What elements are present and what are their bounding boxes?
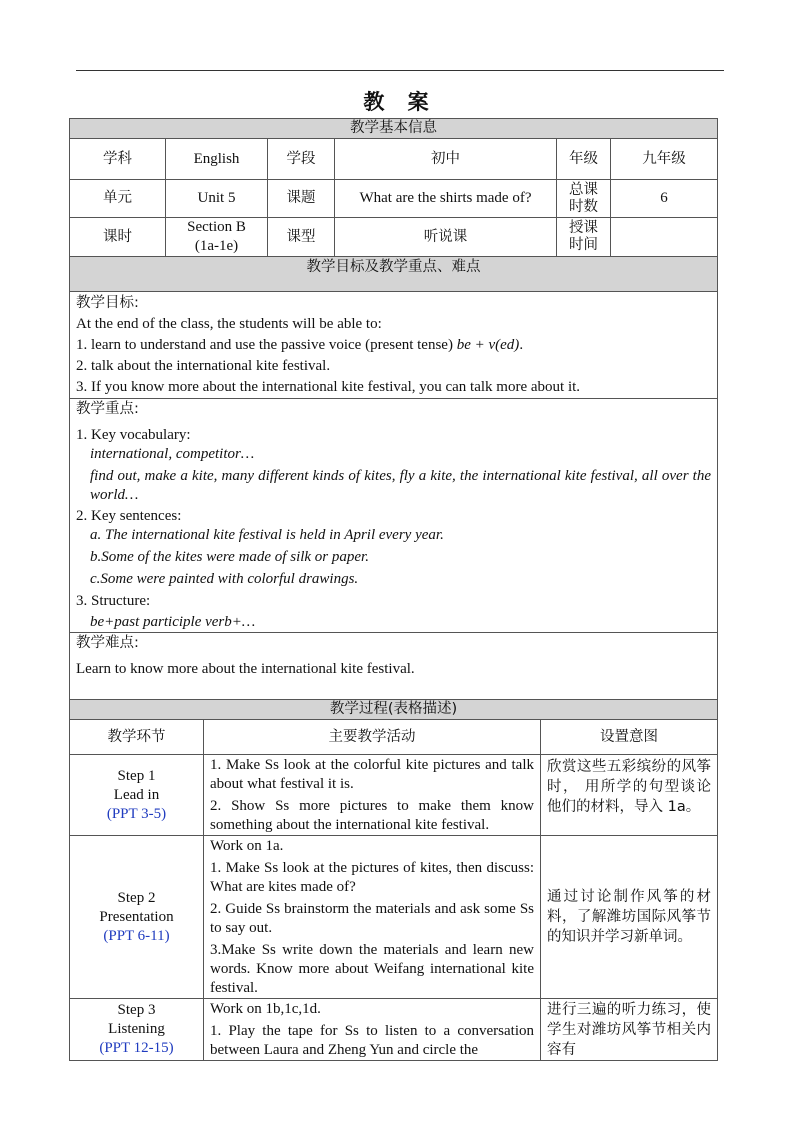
- lesson-plan-table: [69, 118, 718, 1061]
- cell-unit-label: 单元: [70, 180, 166, 218]
- vocab-title: 1. Key vocabulary:: [76, 427, 191, 443]
- cell-total-hours-label: 总课时数: [557, 180, 611, 218]
- objectives-block: [70, 292, 718, 399]
- cell-total-hours: 6: [611, 180, 718, 218]
- step-3-name: Step 3: [117, 1002, 156, 1018]
- step-3-cell: [70, 999, 204, 1061]
- step-1-cell: [70, 755, 204, 836]
- cell-period: Section B (1a-1e): [166, 218, 268, 257]
- step-2-sub: Presentation: [99, 908, 174, 925]
- step-3-activity-2: 1. Play the tape for Ss to listen to a conversation between Laura and Zheng Yun and circle the: [210, 1023, 534, 1058]
- difficulty-text: Learn to know more about the international kite festival.: [76, 661, 415, 677]
- col-activities: 主要教学活动: [204, 720, 541, 755]
- step-3-activities: [204, 999, 541, 1061]
- objectives-label: 教学目标:: [76, 295, 139, 311]
- step-2-activity-3: 2. Guide Ss brainstorm the materials and ask some Ss to say out.: [210, 901, 534, 936]
- sentence-c: c.Some were painted with colorful drawings.: [90, 571, 359, 587]
- cell-teach-time-label: 授课时间: [557, 218, 611, 257]
- sentence-a: a. The international kite festival is held in April every year.: [90, 527, 444, 543]
- step-2-activity-4: 3.Make Ss write down the materials and learn new words. Know more about Weifang international kite festival.: [210, 942, 534, 996]
- cell-type: 听说课: [335, 218, 557, 257]
- step-2-intent: 通过讨论制作风筝的材料，了解潍坊国际风筝节的知识并学习新单词。: [541, 836, 718, 999]
- cell-subject-label: 学科: [70, 139, 166, 180]
- top-rule: [76, 70, 724, 71]
- cell-grade: 九年级: [611, 139, 718, 180]
- structure-title: 3. Structure:: [76, 593, 151, 609]
- cell-stage: 初中: [335, 139, 557, 180]
- sentences-title: 2. Key sentences:: [76, 508, 182, 524]
- step-2-name: Step 2: [117, 889, 156, 906]
- step-2-activity-2: 1. Make Ss look at the pictures of kites, then discuss: What are kites made of?: [210, 860, 534, 895]
- step-2-activity-1: Work on 1a.: [210, 838, 284, 854]
- step-1-activities: [204, 755, 541, 836]
- basic-info-header: 教学基本信息: [70, 119, 718, 139]
- cell-period-label: 课时: [70, 218, 166, 257]
- step-2-ppt: (PPT 6-11): [103, 927, 170, 944]
- objective-item-1: 1. learn to understand and use the passive voice (present tense) be + v(ed).: [76, 337, 524, 353]
- cell-teach-time: [611, 218, 718, 257]
- col-stage: 教学环节: [70, 720, 204, 755]
- step-3-activity-1: Work on 1b,1c,1d.: [210, 1001, 321, 1017]
- process-header: 教学过程(表格描述): [70, 700, 718, 720]
- col-intent: 设置意图: [541, 720, 718, 755]
- page-title: 教 案: [363, 90, 437, 114]
- difficulty-label: 教学难点:: [76, 635, 139, 651]
- step-1-intent: 欣赏这些五彩缤纷的风筝时， 用所学的句型谈论他们的材料，导入 1a。: [541, 755, 718, 836]
- cell-subject: English: [166, 139, 268, 180]
- step-1-ppt: (PPT 3-5): [106, 805, 167, 822]
- structure-text: be+past participle verb+…: [90, 614, 256, 630]
- step-2-activities: [204, 836, 541, 999]
- key-points-label: 教学重点:: [76, 401, 139, 417]
- step-3-ppt: (PPT 12-15): [99, 1040, 174, 1056]
- sentence-b: b.Some of the kites were made of silk or paper.: [90, 549, 369, 565]
- step-1-activity-2: 2. Show Ss more pictures to make them know something about the international kite festival.: [210, 798, 534, 833]
- objectives-intro: At the end of the class, the students will be able to:: [76, 316, 382, 332]
- vocab-line-1: international, competitor…: [90, 446, 255, 462]
- step-1-sub: Lead in: [113, 786, 160, 803]
- difficulty-block: [70, 633, 718, 700]
- cell-unit: Unit 5: [166, 180, 268, 218]
- objective-item-2: 2. talk about the international kite festival.: [76, 358, 331, 374]
- cell-topic: What are the shirts made of?: [335, 180, 557, 218]
- step-3-intent: 进行三遍的听力练习，使学生对潍坊风筝节相关内容有: [541, 999, 718, 1061]
- cell-type-label: 课型: [268, 218, 335, 257]
- goals-header: 教学目标及教学重点、难点: [70, 257, 718, 292]
- step-3-sub: Listening: [108, 1021, 165, 1037]
- vocab-line-2: find out, make a kite, many different kinds of kites, fly a kite, the international kite festival, all over the world…: [90, 468, 712, 503]
- step-1-activity-1: 1. Make Ss look at the colorful kite pictures and talk about what festival it is.: [210, 757, 534, 792]
- objective-item-3: 3. If you know more about the international kite festival, you can talk more about it.: [76, 379, 581, 395]
- cell-grade-label: 年级: [557, 139, 611, 180]
- cell-topic-label: 课题: [268, 180, 335, 218]
- step-1-name: Step 1: [117, 767, 156, 784]
- key-points-block: [70, 399, 718, 633]
- cell-stage-label: 学段: [268, 139, 335, 180]
- step-2-cell: [70, 836, 204, 999]
